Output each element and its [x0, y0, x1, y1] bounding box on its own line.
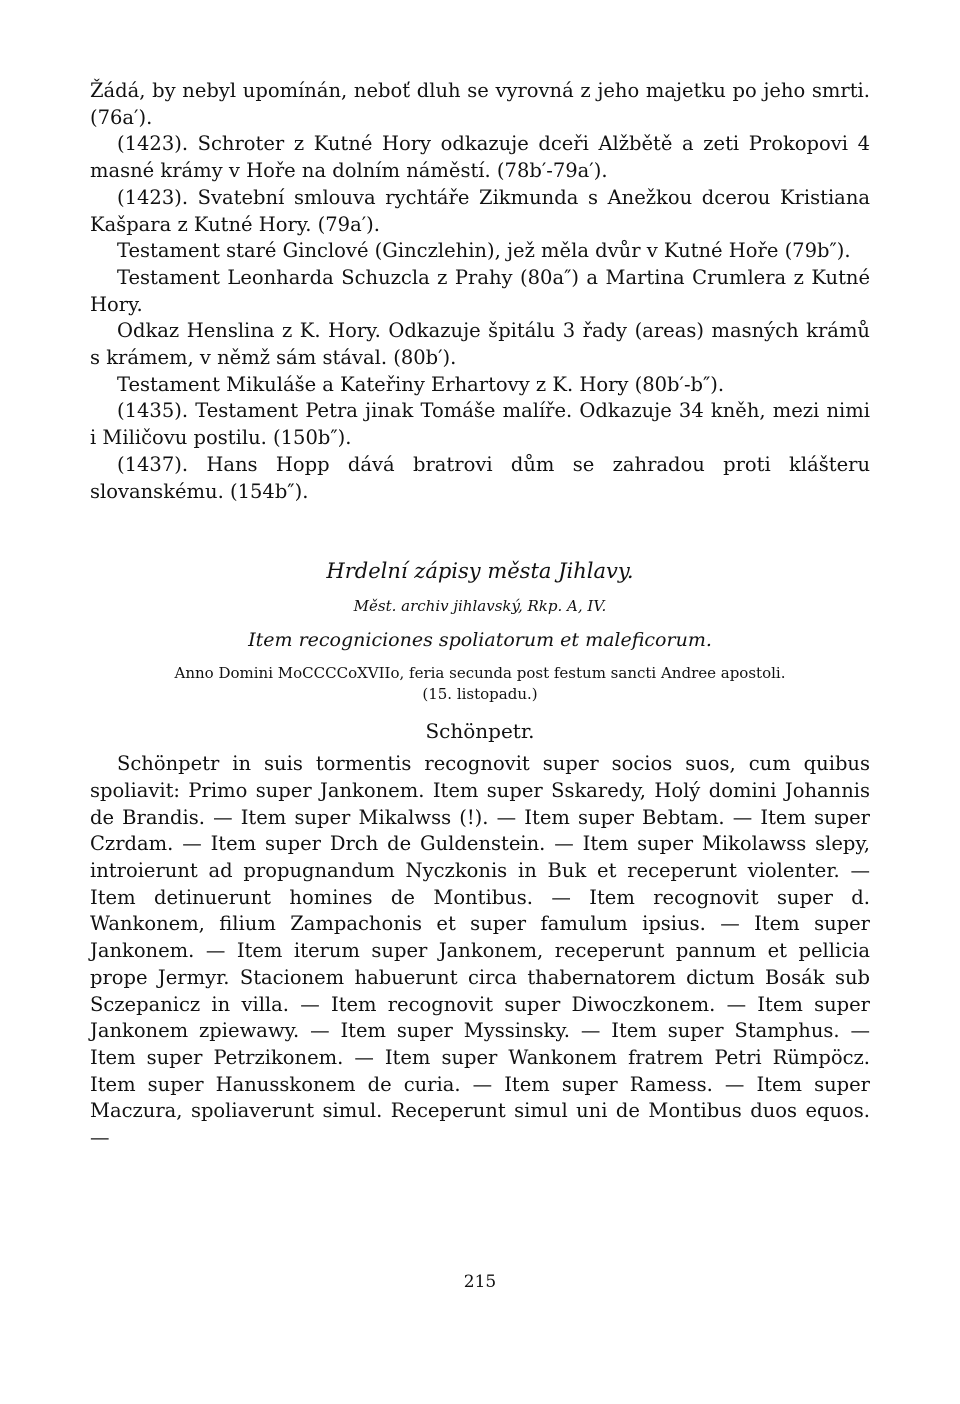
entry-paragraph: (1437). Hans Hopp dává bratrovi dům se zahradou proti klášteru slovanskému. (154b″).: [90, 452, 870, 503]
body-paragraph: Schönpetr in suis tormentis recognovit super socios suos, cum quibus spoliavit: Primo super Jankonem. Item super Sskaredy, Holý domini Johannis de Brandis. — Item super Mikalwss (!). — Item super Bebtam. — Item super Czrdam. — Item super Drch de Guldenstein. — Item super Mikolawss slepy, introierunt ad propugnandum Nyczkonis in Buk et receperunt violenter. — Item detinuerunt homines de Montibus. — Item recognovit super d. Wankonem, filium Zampachonis et super famulum ipsius. — Item super Jankonem. — Item iterum super Jankonem, receperunt pannum et pellicia prope Jermyr. Stacionem habuerunt circa thabernatorem dictum Bosák sub Sczepanicz in villa. — Item recognovit super Diwoczkonem. — Item super Jankonem zpiewawy. — Item super Myssinsky. — Item super Stamphus. — Item super Petrzikonem. — Item super Wankonem fratrem Petri Rümpöcz. Item super Hanusskonem de curia. — Item super Ramess. — Item super Maczura, spoliaverunt simul. Receperunt simul uni de Montibus duos equos. —: [90, 752, 870, 1150]
entry-paragraph: Testament staré Ginclové (Ginczlehin), jež měla dvůr v Kutné Hoře (79b″).: [117, 239, 851, 263]
entry-paragraph: Testament Leonharda Schuzcla z Prahy (80a″) a Martina Crumlera z Kutné Hory.: [90, 265, 870, 316]
entry-paragraph: (1423). Schroter z Kutné Hory odkazuje dceři Alžbětě a zeti Prokopovi 4 masné krámy v Hoře na dolním náměstí. (78b′-79a′).: [90, 132, 870, 183]
page-number: 215: [463, 1272, 497, 1292]
archive-source: Měst. archiv jihlavský, Rkp. A, IV.: [353, 597, 607, 616]
document-page: [90, 78, 870, 1152]
upper-entries: [90, 78, 870, 505]
entry-paragraph: Testament Mikuláše a Kateřiny Erhartovy z K. Hory (80b′-b″).: [117, 372, 725, 396]
entry-paragraph: Odkaz Henslina z K. Hory. Odkazuje špitálu 3 řady (areas) masných krámů s krámem, v němž sám stával. (80b′).: [90, 319, 870, 370]
entry-name: Schönpetr.: [425, 719, 535, 744]
section-subtitle: Item recogniciones spoliatorum et maleficorum.: [248, 629, 712, 652]
section-heading: [90, 557, 870, 745]
section-title: Hrdelní zápisy města Jihlavy.: [326, 559, 634, 584]
date-line: Anno Domini MoCCCCoXVIIo, feria secunda post festum sancti Andree apostoli.: [174, 664, 786, 683]
date-note: (15. listopadu.): [422, 685, 538, 704]
entry-paragraph: Žádá, by nebyl upomínán, neboť dluh se vyrovná z jeho majetku po jeho smrti. (76a′).: [90, 79, 870, 129]
entry-paragraph: (1435). Testament Petra jinak Tomáše malíře. Odkazuje 34 kněh, mezi nimi i Miličovu postilu. (150b″).: [90, 399, 870, 450]
entry-paragraph: (1423). Svatební smlouva rychtáře Zikmunda s Anežkou dcerou Kristiana Kašpara z Kutné Hory. (79a′).: [90, 185, 870, 236]
